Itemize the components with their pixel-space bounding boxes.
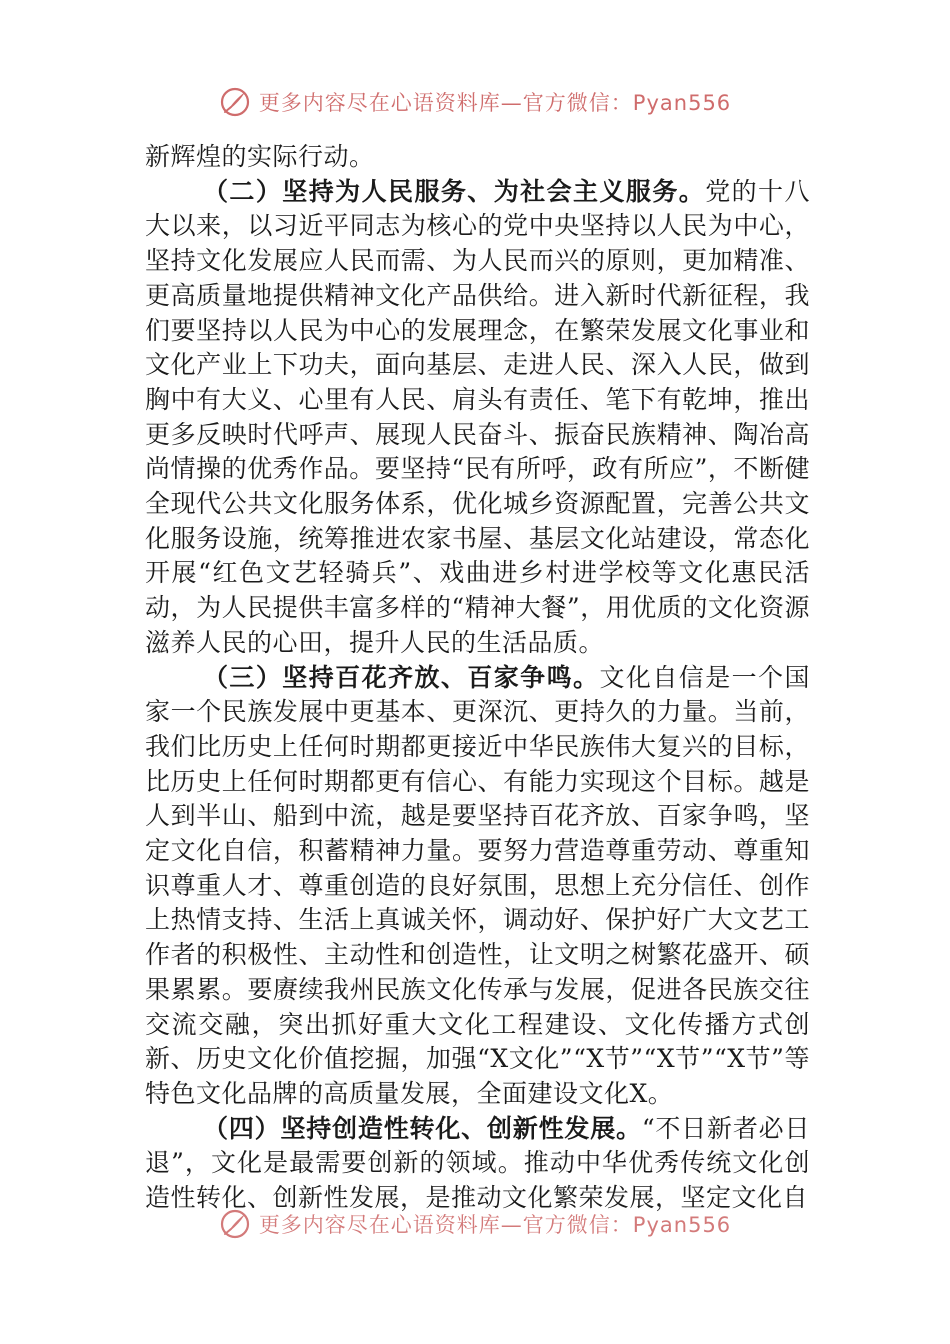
paragraph-section-3 [145, 661, 810, 1112]
quill-pen-circle-icon [219, 1208, 251, 1240]
paragraph-text: “不日新者必日退”，文化是最需要创新的领域。推动中华优秀传统文化创造性转化、创新性发展，是推动文化繁荣发展，坚定文化自 [145, 1113, 810, 1213]
quill-pen-circle-icon [219, 86, 251, 118]
paragraph-section-2 [145, 175, 810, 661]
paragraph-text: 文化自信是一个国家一个民族发展中更基本、更深沉、更持久的力量。当前，我们比历史上任何时期都更接近中华民族伟大复兴的目标，比历史上任何时期都更有信心、有能力实现这个目标。越是人到半山、船到中流，越是要坚持百花齐放、百家争鸣，坚定文化自信，积蓄精神力量。要努力营造尊重劳动、尊重知识尊重人才、尊重创造的良好氛围，思想上充分信任、创作上热情支持、生活上真诚关怀，调动好、保护好广大文艺工作者的积极性、主动性和创造性，让文明之树繁花盛开、硕果累累。要赓续我州民族文化传承与发展，促进各民族交往交流交融，突出抓好重大文化工程建设、文化传播方式创新、历史文化价值挖掘，加强“X文化”“X节”“X节”“X节”等特色文化品牌的高质量发展，全面建设文化X。 [145, 662, 810, 1108]
header-banner [0, 82, 950, 122]
footer-banner [0, 1204, 950, 1244]
section-heading: （三）坚持百花齐放、百家争鸣。 [203, 662, 600, 692]
paragraph-continuation [145, 140, 810, 175]
section-heading: （二）坚持为人民服务、为社会主义服务。 [203, 176, 706, 206]
paragraph-text: 党的十八大以来，以习近平同志为核心的党中央坚持以人民为中心，坚持文化发展应人民而需、为人民而兴的原则，更加精准、更高质量地提供精神文化产品供给。进入新时代新征程，我们要坚持以人民为中心的发展理念，在繁荣发展文化事业和文化产业上下功夫，面向基层、走进人民、深入人民，做到胸中有大义、心里有人民、肩头有责任、笔下有乾坤，推出更多反映时代呼声、展现人民奋斗、振奋民族精神、陶冶高尚情操的优秀作品。要坚持“民有所呼，政有所应”，不断健全现代公共文化服务体系，优化城乡资源配置，完善公共文化服务设施，统筹推进农家书屋、基层文化站建设，常态化开展“红色文艺轻骑兵”、戏曲进乡村进学校等文化惠民活动，为人民提供丰富多样的“精神大餐”，用优质的文化资源滋养人民的心田，提升人民的生活品质。 [145, 176, 810, 657]
footer-banner-text: 更多内容尽在心语资料库—官方微信：Pyan556 [258, 1213, 732, 1237]
paragraph-text: 新辉煌的实际行动。 [145, 142, 375, 171]
document-body [145, 140, 810, 1216]
header-banner-text: 更多内容尽在心语资料库—官方微信：Pyan556 [258, 91, 732, 115]
paragraph-section-4 [145, 1112, 810, 1216]
section-heading: （四）坚持创造性转化、创新性发展。 [203, 1113, 642, 1143]
